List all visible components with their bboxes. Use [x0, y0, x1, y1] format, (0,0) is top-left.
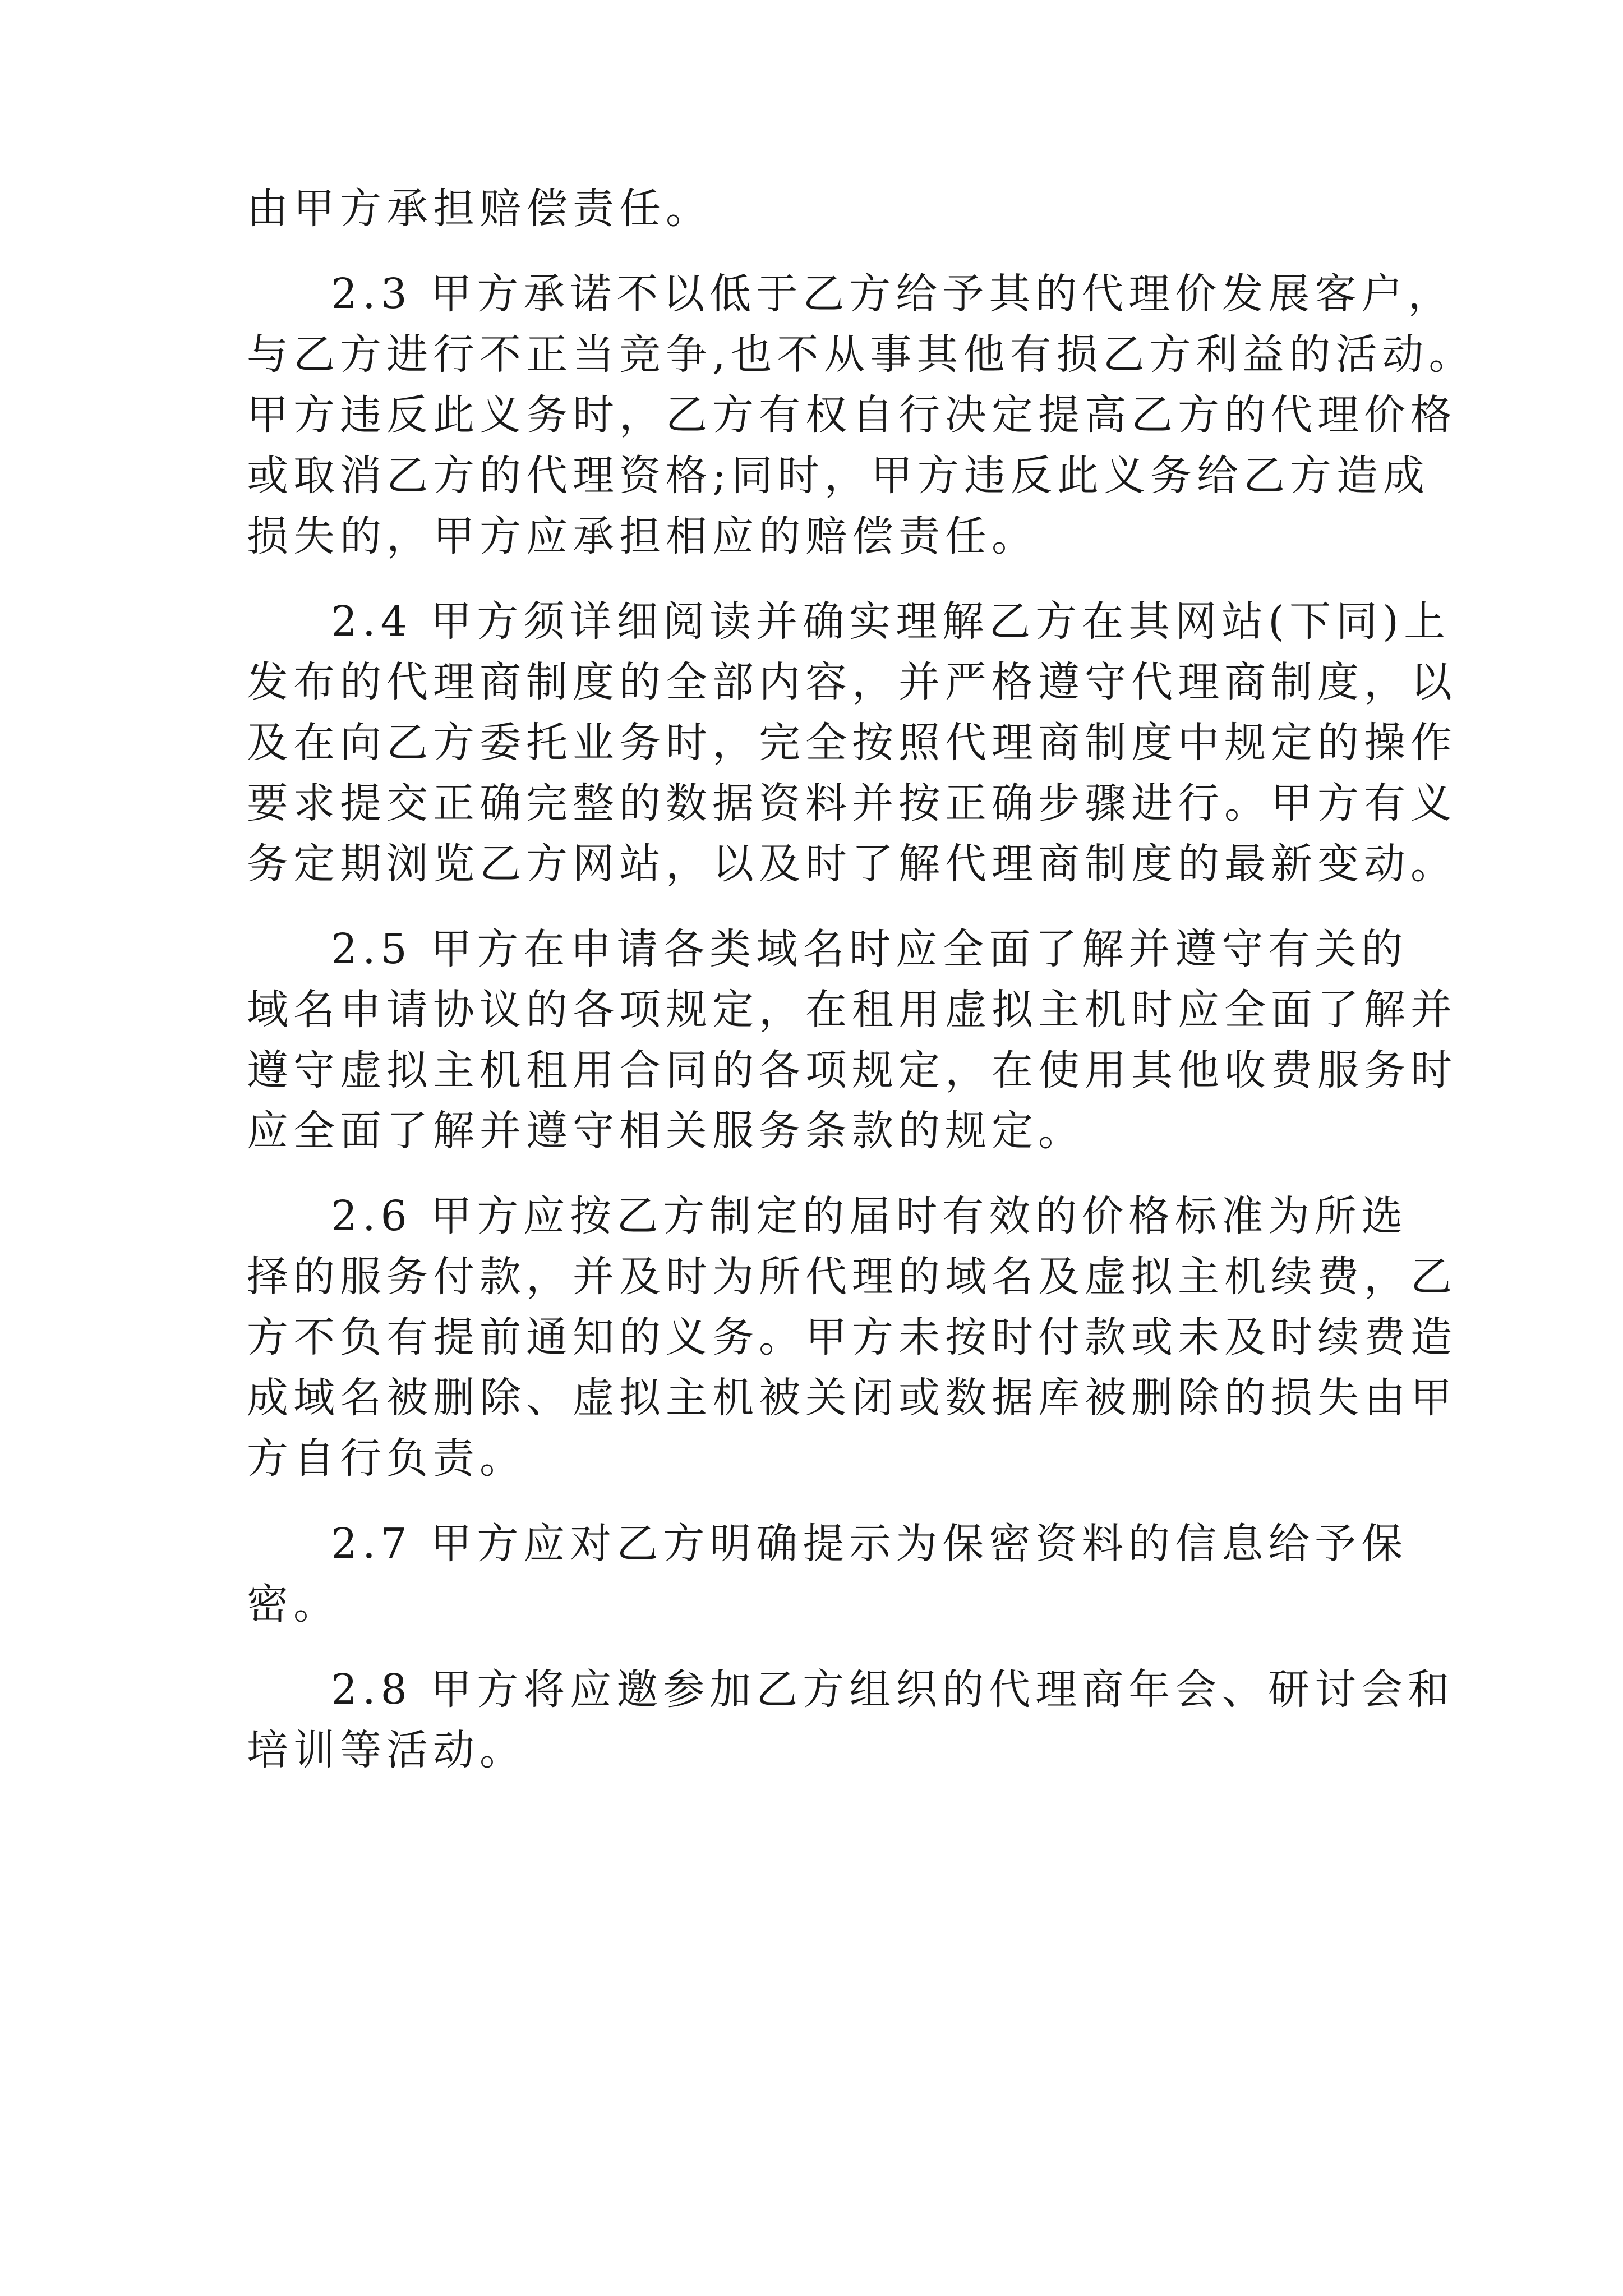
- text-line: 遵守虚拟主机租用合同的各项规定，在使用其他收费服务时: [247, 1046, 1457, 1094]
- text-line: 由甲方承担赔偿责任。: [247, 185, 712, 233]
- text-line: 或取消乙方的代理资格;同时，甲方违反此义务给乙方造成: [247, 452, 1430, 500]
- text-line: 2.6 甲方应按乙方制定的届时有效的价格标准为所选: [331, 1192, 1408, 1240]
- text-line: 2.8 甲方将应邀参加乙方组织的代理商年会、研讨会和: [331, 1665, 1455, 1714]
- text-line: 发布的代理商制度的全部内容，并严格遵守代理商制度，以: [247, 658, 1457, 706]
- text-line: 培训等活动。: [247, 1726, 526, 1774]
- paragraph-continuation: [247, 178, 1430, 239]
- paragraph-2-8: [247, 1659, 1455, 1780]
- text-line: 方自行负责。: [247, 1434, 526, 1483]
- text-line: 成域名被删除、虚拟主机被关闭或数据库被删除的损失由甲: [247, 1374, 1457, 1422]
- text-line: 应全面了解并遵守相关服务条款的规定。: [247, 1107, 1085, 1155]
- text-line: 务定期浏览乙方网站，以及时了解代理商制度的最新变动。: [247, 840, 1457, 888]
- paragraph-2-7: [247, 1513, 1430, 1635]
- text-line: 2.4 甲方须详细阅读并确实理解乙方在其网站(下同)上: [331, 597, 1450, 646]
- text-line: 与乙方进行不正当竞争,也不从事其他有损乙方利益的活动。: [247, 330, 1476, 379]
- text-line: 密。: [247, 1580, 340, 1628]
- paragraph-2-3: [247, 264, 1476, 567]
- text-line: 域名申请协议的各项规定，在租用虚拟主机时应全面了解并: [247, 986, 1457, 1034]
- text-line: 择的服务付款，并及时为所代理的域名及虚拟主机续费，乙: [247, 1253, 1457, 1301]
- text-line: 2.5 甲方在申请各类域名时应全面了解并遵守有关的: [331, 925, 1408, 973]
- document-body: [247, 178, 1476, 1780]
- text-line: 2.3 甲方承诺不以低于乙方给予其的代理价发展客户，: [331, 270, 1455, 318]
- paragraph-2-6: [247, 1186, 1457, 1489]
- text-line: 及在向乙方委托业务时，完全按照代理商制度中规定的操作: [247, 719, 1457, 767]
- paragraph-2-5: [247, 919, 1457, 1161]
- text-line: 方不负有提前通知的义务。甲方未按时付款或未及时续费造: [247, 1313, 1457, 1361]
- paragraph-2-4: [247, 591, 1457, 894]
- text-line: 2.7 甲方应对乙方明确提示为保密资料的信息给予保: [331, 1520, 1408, 1568]
- text-line: 甲方违反此义务时，乙方有权自行决定提高乙方的代理价格: [247, 391, 1457, 439]
- text-line: 损失的，甲方应承担相应的赔偿责任。: [247, 512, 1038, 560]
- text-line: 要求提交正确完整的数据资料并按正确步骤进行。甲方有义: [247, 779, 1457, 827]
